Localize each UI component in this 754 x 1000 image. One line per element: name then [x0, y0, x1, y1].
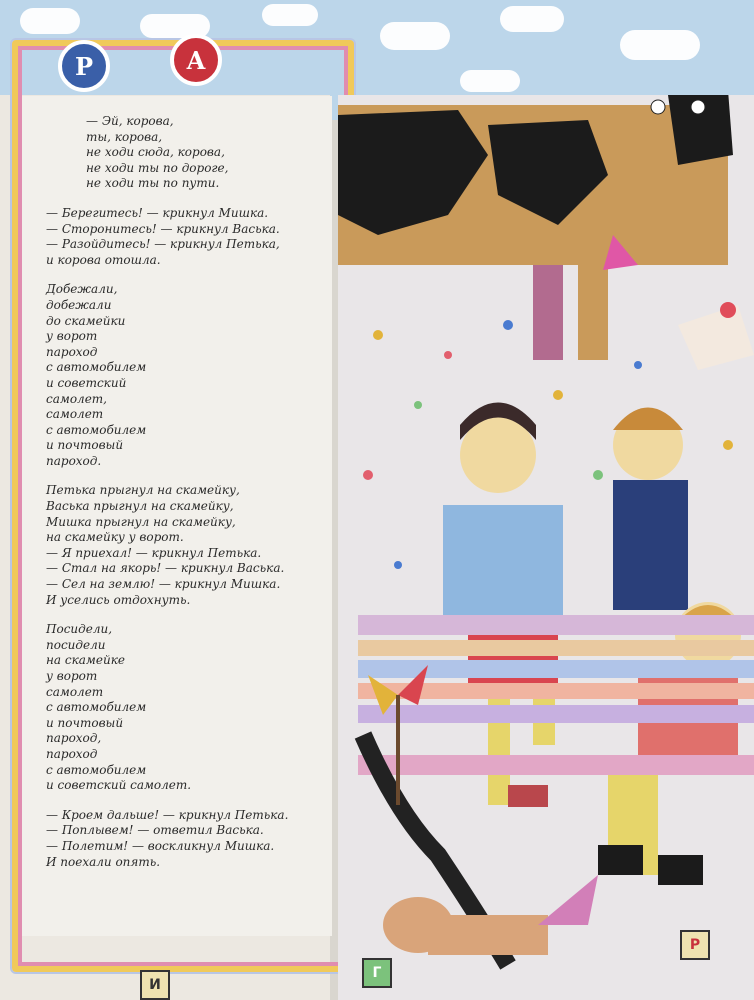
poem-line: — Эй, корова,: [86, 114, 174, 128]
poem-line: — Разойдитесь! — крикнул Петька,: [46, 237, 280, 252]
letter-block-text: Г: [372, 965, 382, 981]
poem-text: [22, 114, 332, 884]
poem-line: и почтовый: [46, 438, 124, 453]
poem-line: не ходи ты по дороге,: [86, 160, 229, 175]
poem-panel: [22, 96, 332, 936]
cloud: [262, 4, 318, 26]
poem-stanza: [46, 622, 332, 794]
poem-line: — Полетим! — воскликнул Мишка.: [46, 838, 275, 853]
letter-block-text: Р: [689, 937, 701, 953]
poem-line: до скамейки: [46, 313, 126, 328]
poem-line: Мишка прыгнул на скамейку,: [46, 514, 236, 529]
poem-stanza: [46, 282, 332, 469]
poem-line: — Я приехал! — крикнул Петька.: [46, 545, 262, 560]
letter-block: [362, 958, 392, 988]
poem-line: с автомобилем: [46, 422, 147, 437]
letter-badge-text: Р: [74, 51, 94, 81]
poem-line: и почтовый: [46, 715, 124, 730]
boy-back: [613, 408, 688, 611]
cloud: [620, 30, 700, 60]
poem-line: Петька прыгнул на скамейку,: [46, 483, 240, 498]
poem-line: у ворот: [46, 669, 98, 683]
poem-line: с автомобилем: [46, 360, 147, 375]
poem-line: самолет,: [46, 391, 107, 406]
poem-line: и советский самолет.: [46, 778, 192, 793]
poem-line: пароход: [46, 344, 98, 359]
letter-block-text: И: [149, 977, 161, 993]
poem-line: и советский: [46, 375, 127, 390]
poem-line: добежали: [46, 297, 112, 312]
poem-line: — Сторонитесь! — крикнул Васька.: [46, 221, 280, 236]
poem-line: ты, корова,: [86, 129, 163, 144]
poem-stanza: [46, 483, 332, 608]
poem-line: И поехали опять.: [46, 854, 161, 869]
poem-stanza: [46, 808, 332, 870]
letter-block: [140, 970, 170, 1000]
poem-line: самолет: [46, 407, 104, 422]
poem-line: пароход,: [46, 731, 102, 746]
poem-line: — Кроем дальше! — крикнул Петька.: [46, 807, 289, 822]
illustration: [338, 95, 754, 1000]
poem-line: Васька прыгнул на скамейку,: [46, 499, 234, 514]
poem-line: — Поплывем! — ответил Васька.: [46, 823, 264, 838]
cloud: [460, 70, 520, 92]
poem-stanza: [46, 206, 332, 268]
poem-line: и корова отошла.: [46, 252, 161, 267]
poem-line: не ходи ты по пути.: [86, 176, 220, 191]
poem-line: — Стал на якорь! — крикнул Васька.: [46, 561, 285, 576]
poem-line: у ворот: [46, 329, 98, 344]
poem-line: И уселись отдохнуть.: [46, 592, 191, 607]
poem-line: пароход: [46, 746, 98, 761]
poem-line: на скамейку у ворот.: [46, 530, 184, 545]
poem-line: Посидели,: [46, 622, 113, 637]
poem-line: с автомобилем: [46, 762, 147, 777]
letter-badge-text: А: [186, 45, 206, 75]
poem-line: не ходи сюда, корова,: [86, 145, 225, 160]
poem-line: — Сел на землю! — крикнул Мишка.: [46, 577, 281, 592]
poem-line: с автомобилем: [46, 700, 147, 715]
poem-line: Добежали,: [46, 282, 118, 297]
poem-line: посидели: [46, 637, 106, 652]
poem-line: самолет: [46, 684, 104, 699]
cloud: [380, 22, 450, 50]
poem-line: на скамейке: [46, 653, 125, 668]
poem-stanza: [46, 114, 332, 192]
cloud: [500, 6, 564, 32]
poem-line: — Берегитесь! — крикнул Мишка.: [46, 205, 269, 220]
poem-line: пароход.: [46, 453, 102, 468]
letter-badge: [170, 34, 222, 86]
letter-badge: [58, 40, 110, 92]
cloud: [20, 8, 80, 34]
letter-block: [680, 930, 710, 960]
